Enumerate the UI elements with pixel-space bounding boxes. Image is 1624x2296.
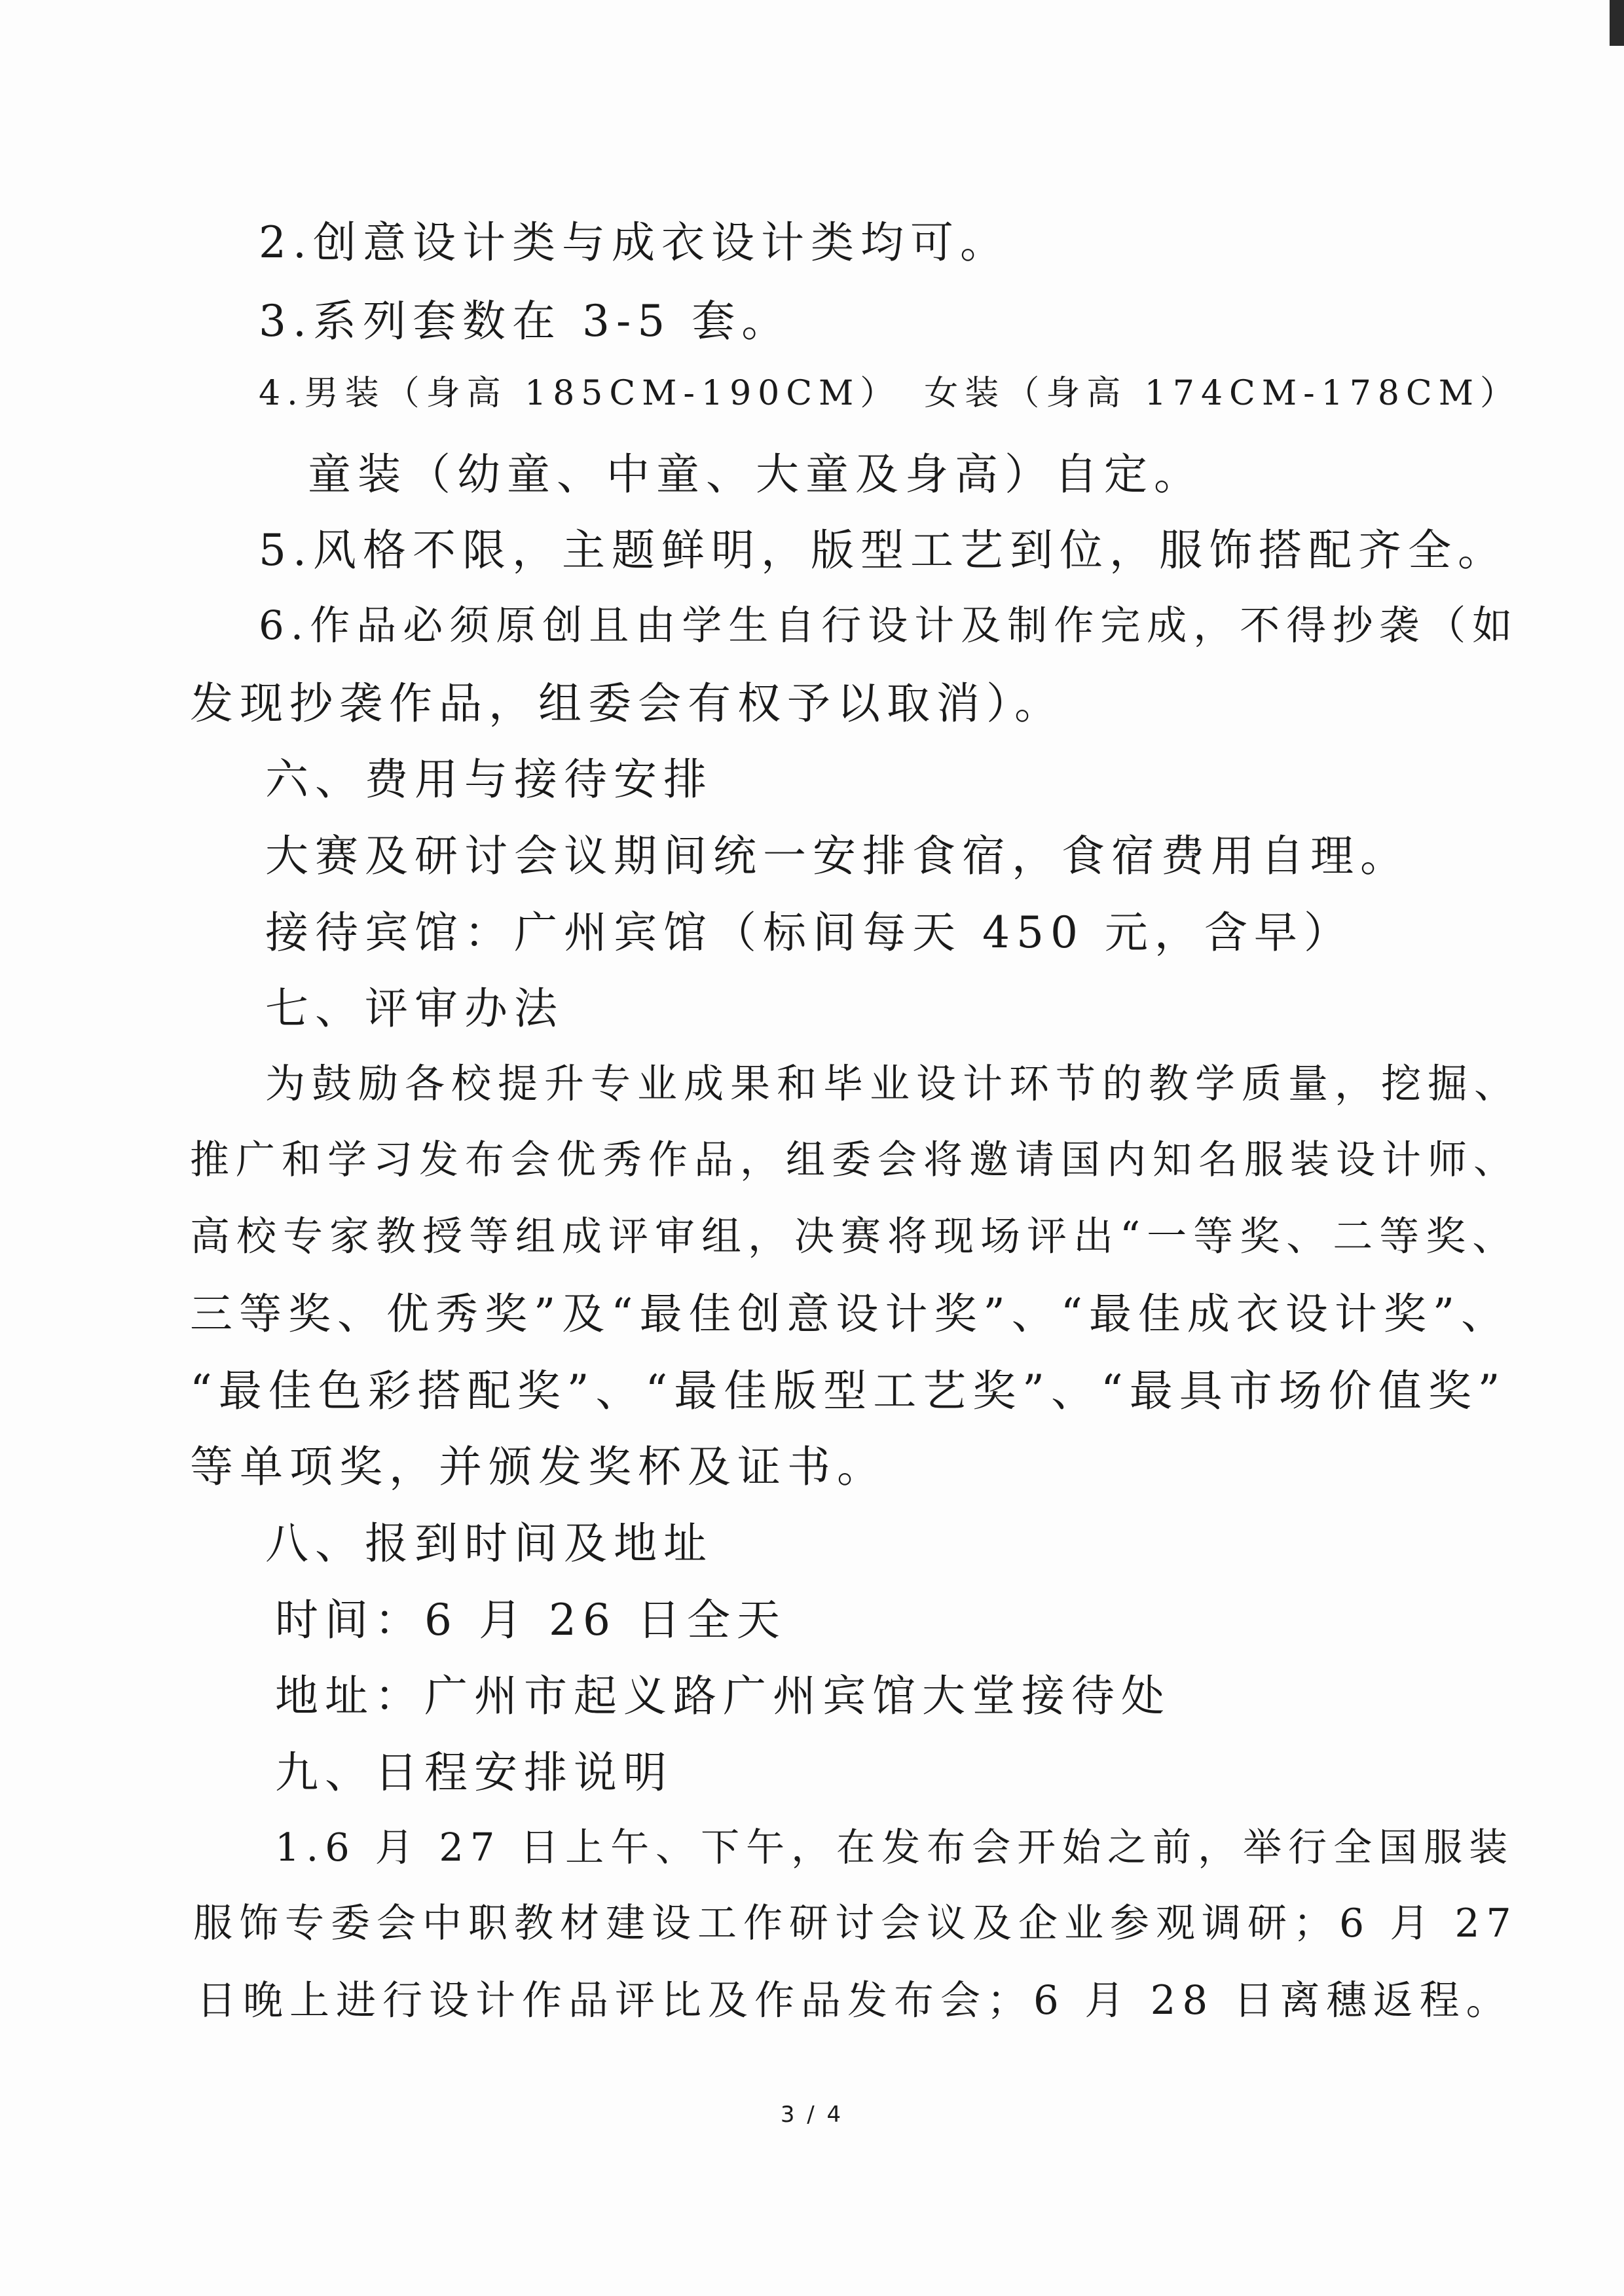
paragraph-schedule: 1.6 月 27 日上午、下午，在发布会开始之前，举行全国服装 (275, 1825, 1515, 1870)
paragraph-address: 地址：广州市起义路广州宾馆大堂接待处 (275, 1671, 1171, 1721)
page-number: 3 / 4 (780, 2102, 844, 2128)
paragraph-judging-2: 推广和学习发布会优秀作品，组委会将邀请国内知名服装设计师、 (190, 1137, 1519, 1183)
scan-edge-mark (1610, 0, 1624, 46)
section-heading-9: 九、日程安排说明 (275, 1747, 673, 1798)
list-item-6: 6.作品必须原创且由学生自行设计及制作完成，不得抄袭（如 (259, 602, 1519, 649)
list-item-4: 4.男装（身高 185CM-190CM） 女装（身高 174CM-178CM） (259, 374, 1521, 413)
list-item-3: 3.系列套数在 3-5 套。 (259, 296, 792, 346)
list-item-4-cont: 童装（幼童、中童、大童及身高）自定。 (308, 449, 1204, 500)
paragraph-schedule-2: 服饰专委会中职教材建设工作研讨会议及企业参观调研；6 月 27 (193, 1901, 1518, 1946)
paragraph-judging-6: 等单项奖，并颁发奖杯及证书。 (190, 1442, 887, 1492)
paragraph-judging-3: 高校专家教授等组成评审组，决赛将现场评出“一等奖、二等奖、 (190, 1213, 1519, 1260)
section-heading-6: 六、费用与接待安排 (265, 754, 713, 805)
paragraph-accommodation: 大赛及研讨会议期间统一安排食宿，食宿费用自理。 (265, 831, 1410, 881)
paragraph-time: 时间：6 月 26 日全天 (275, 1595, 786, 1645)
paragraph-judging-4: 三等奖、优秀奖”及“最佳创意设计奖”、“最佳成衣设计奖”、 (190, 1290, 1511, 1339)
paragraph-hotel: 接待宾馆：广州宾馆（标间每天 450 元，含早） (265, 907, 1354, 958)
list-item-5: 5.风格不限，主题鲜明，版型工艺到位，服饰搭配齐全。 (259, 525, 1507, 575)
list-item-2: 2.创意设计类与成衣设计类均可。 (259, 217, 1010, 268)
section-heading-7: 七、评审办法 (265, 983, 564, 1034)
list-item-6-cont: 发现抄袭作品，组委会有权予以取消）。 (190, 678, 1064, 729)
paragraph-judging-5: “最佳色彩搭配奖”、“最佳版型工艺奖”、“最具市场价值奖” (190, 1366, 1507, 1416)
paragraph-judging: 为鼓励各校提升专业成果和毕业设计环节的教学质量，挖掘、 (265, 1061, 1521, 1107)
paragraph-schedule-3: 日晚上进行设计作品评比及作品发布会；6 月 28 日离穗返程。 (196, 1977, 1513, 2024)
section-heading-8: 八、报到时间及地址 (265, 1518, 713, 1569)
